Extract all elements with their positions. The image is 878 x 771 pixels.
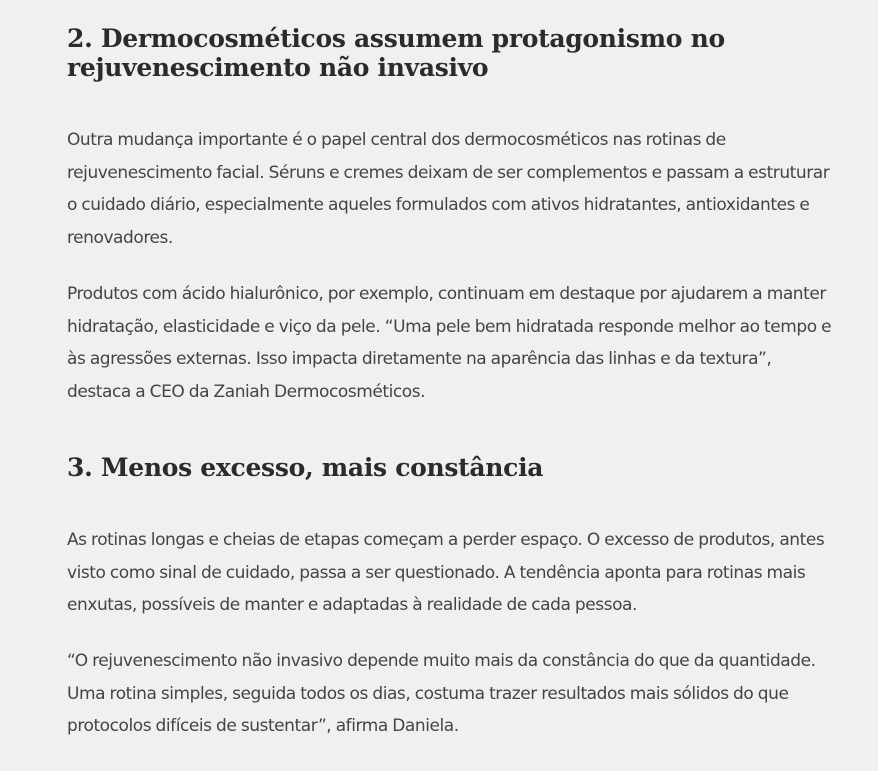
paragraph-dermocosmeticos-intro: Outra mudança importante é o papel central dos dermocosméticos nas rotinas de rejuvenescimento facial. Séruns e cremes deixam de ser complementos e passam a estruturar o cuidado diário, especialmente aqueles formulados com ativos hidratantes, antioxidantes e renovadores. bbox=[67, 130, 830, 248]
section-heading-menos-excesso: 3. Menos excesso, mais constância bbox=[67, 453, 544, 482]
paragraph-quote-daniela: “O rejuvenescimento não invasivo depende muito mais da constância do que da quantidade. Uma rotina simples, seguida todos os dias, costuma trazer resultados mais sólidos do que protocolos difíceis de sustentar”, afirma Daniela. bbox=[67, 651, 816, 736]
section-heading-dermocosmeticos: 2. Dermocosméticos assumem protagonismo no rejuvenescimento não invasivo bbox=[67, 24, 725, 82]
paragraph-rotinas-enxutas: As rotinas longas e cheias de etapas começam a perder espaço. O excesso de produtos, antes visto como sinal de cuidado, passa a ser questionado. A tendência aponta para rotinas mais enxutas, possíveis de manter e adaptadas à realidade de cada pessoa. bbox=[67, 530, 825, 615]
paragraph-acido-hialuronico: Produtos com ácido hialurônico, por exemplo, continuam em destaque por ajudarem a manter hidratação, elasticidade e viço da pele. “Uma pele bem hidratada responde melhor ao tempo e às agressões externas. Isso impacta diretamente na aparência das linhas e da textura”, destaca a CEO da Zaniah Dermocosméticos. bbox=[67, 284, 832, 402]
